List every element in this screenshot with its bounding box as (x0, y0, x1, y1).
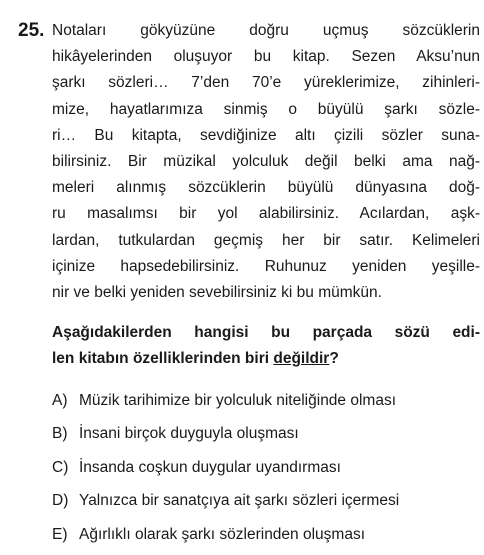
option-d[interactable] (52, 485, 480, 519)
passage-line: nir ve belki yeniden sevebilirsiniz ki bu mümkün. (52, 284, 382, 302)
passage-line: Notaları gökyüzüne doğru uçmuş sözcüklerin (52, 22, 480, 39)
option-text: İnsanda coşkun duygular uyandırması (79, 458, 341, 476)
stem-emphasis: değildir (273, 350, 330, 368)
stem-line (52, 346, 480, 372)
option-text: Yalnızca bir sanatçıya ait şarkı sözleri içermesi (79, 492, 400, 510)
passage-line: ri… Bu kitapta, sevdiğinize altı çizili sözler suna- (52, 126, 480, 144)
passage-line: hikâyelerinden oluşuyor bu kitap. Sezen Aksu’nun (52, 48, 480, 66)
option-text: İnsani birçok duyguyla oluşması (79, 425, 299, 443)
question-stem (52, 320, 480, 372)
option-text: Müzik tarihimize bir yolculuk niteliğinde olması (79, 391, 397, 409)
stem-line: Aşağıdakilerden hangisi bu parçada sözü edi- (52, 324, 480, 341)
passage-line: bilirsiniz. Bir müzikal yolculuk değil belki ama nağ- (52, 153, 480, 171)
passage-line: şarkı sözleri… 7’den 70’e yüreklerimize, zihinleri- (52, 74, 480, 92)
option-letter: C) (52, 458, 69, 476)
option-letter: B) (52, 425, 68, 443)
option-c[interactable] (52, 451, 480, 485)
option-letter: D) (52, 492, 69, 510)
option-letter: A) (52, 391, 68, 409)
passage-line: mize, hayatlarımıza sinmiş o büyülü şarkı sözle- (52, 100, 480, 118)
option-a[interactable] (52, 384, 480, 418)
passage-line: lardan, tutkulardan geçmiş her bir satır. Kelimeleri (52, 231, 480, 249)
answer-options (52, 384, 480, 552)
option-letter: E) (52, 525, 68, 543)
question-passage (52, 18, 480, 306)
option-text: Ağırlıklı olarak şarkı sözlerinden oluşması (79, 525, 366, 543)
passage-line: ru masalımsı bir yol alabilirsiniz. Acılardan, aşk- (52, 205, 480, 223)
passage-line: içinize hapsedebilirsiniz. Ruhunuz yeniden yeşille- (52, 257, 480, 275)
question-number: 25. (18, 20, 45, 41)
stem-text: len kitabın özelliklerinden biri (52, 350, 274, 368)
option-b[interactable] (52, 418, 480, 452)
option-e[interactable] (52, 518, 480, 552)
passage-line: meleri alınmış sözcüklerin büyülü dünyasına doğ- (52, 179, 480, 197)
stem-punctuation: ? (329, 350, 339, 368)
